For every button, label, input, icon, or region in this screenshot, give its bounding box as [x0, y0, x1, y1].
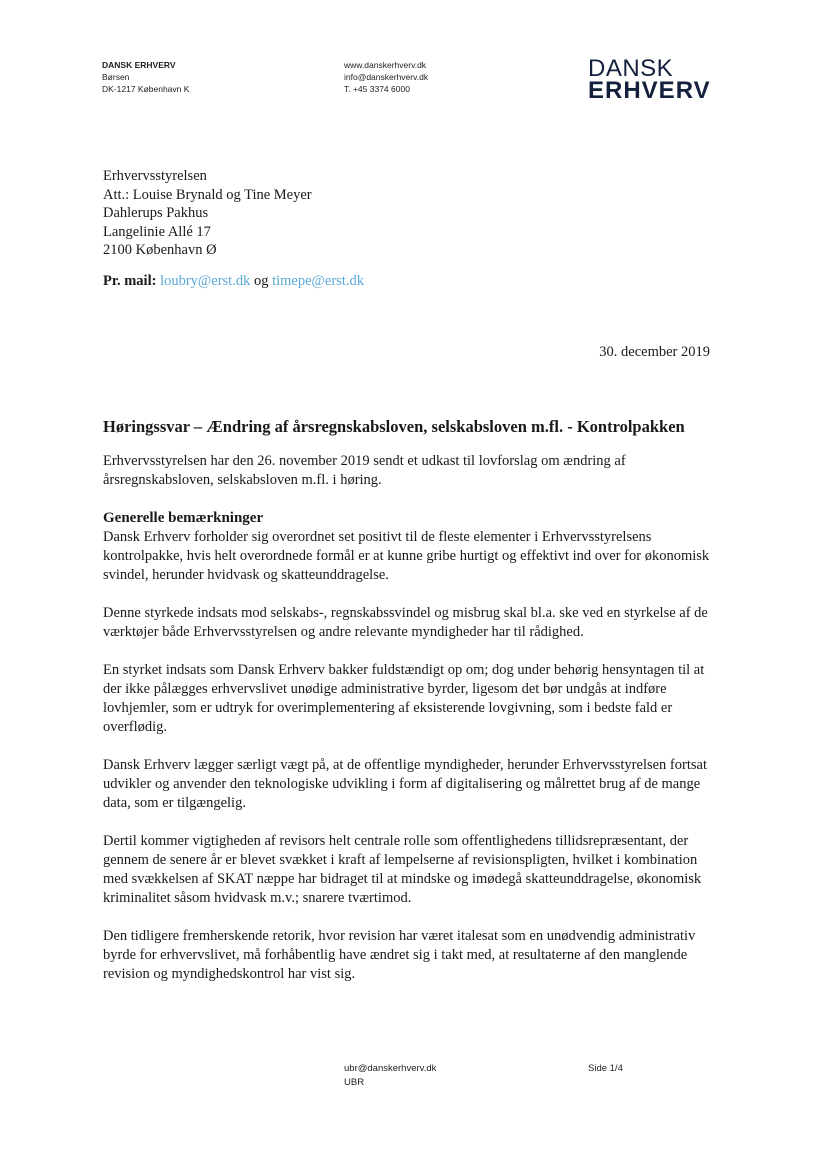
footer-contact: [344, 1062, 436, 1090]
sender-postal-line: DK-1217 København K: [102, 84, 190, 94]
intro-paragraph: Erhvervsstyrelsen har den 26. november 2019 sendt et udkast til lovforslag om ændring af årsregnskabsloven, selskabsloven m.fl. i høring.: [103, 453, 626, 488]
recipient-line: Langelinie Allé 17: [103, 223, 211, 240]
mail-link-timepe[interactable]: timepe@erst.dk: [272, 273, 364, 289]
sender-contact: [344, 59, 428, 95]
recipient-line: Dahlerups Pakhus: [103, 205, 209, 221]
body-paragraph: En styrket indsats som Dansk Erhverv bakker fuldstændigt op om; dog under behørig hensyntagen til at der ikke pålægges erhvervslivet unødige administrative byrder, ligesom det bør undgås at indføre lovhjemler, som er udtryk for overimplementering af eksisterende lovgivning, som i bedste fald er overflødig.: [103, 662, 705, 735]
logo-line-1: DANSK: [588, 55, 674, 82]
recipient-line: Erhvervsstyrelsen: [103, 168, 207, 184]
section-heading: Generelle bemærkninger: [103, 510, 264, 526]
logo-line-2: ERHVERV: [588, 77, 711, 104]
sender-email: info@danskerhverv.dk: [344, 72, 429, 82]
mail-label: Pr. mail:: [103, 273, 157, 289]
dansk-erhverv-logo: [588, 55, 711, 104]
letter-title: Høringssvar – Ændring af årsregnskabsloven, selskabsloven m.fl. - Kontrolpakken: [103, 417, 685, 436]
mail-joiner: og: [253, 273, 269, 289]
sender-name: DANSK ERHVERV: [102, 60, 176, 70]
body-paragraph: Dansk Erhverv forholder sig overordnet set positivt til de fleste elementer i Erhvervsstyrelsens kontrolpakke, hvis helt overordnede formål er at kunne gribe hurtigt og effektivt ind over for økonomisk svindel, herunder hvidvask og skatteunddragelse.: [103, 529, 710, 583]
footer-initials: UBR: [344, 1077, 365, 1088]
mail-line: [103, 272, 364, 290]
recipient-address: [103, 167, 312, 260]
mail-link-loubry[interactable]: loubry@erst.dk: [160, 273, 251, 289]
recipient-line: Att.: Louise Brynald og Tine Meyer: [103, 186, 312, 203]
letter-date: 30. december 2019: [599, 344, 710, 360]
page-number: Side 1/4: [588, 1063, 623, 1074]
body-paragraph: Den tidligere fremherskende retorik, hvor revision har været italesat som en unødvendig administrativ byrde for erhvervslivet, må forhåbentlig have ændret sig i takt med, at resultaterne af den manglende revision og myndighedskontrol har vist sig.: [103, 928, 696, 982]
footer-email: ubr@danskerhverv.dk: [344, 1063, 437, 1074]
sender-website: www.danskerhverv.dk: [344, 60, 427, 70]
recipient-line: 2100 København Ø: [103, 242, 217, 258]
body-paragraph: Denne styrkede indsats mod selskabs-, regnskabssvindel og misbrug skal bl.a. ske ved en styrkelse af de værktøjer både Erhvervsstyrelsen og andre relevante myndigheder har til rådighed.: [103, 605, 708, 640]
sender-address: [102, 59, 189, 95]
sender-phone: T. +45 3374 6000: [344, 84, 410, 94]
sender-address-line: Børsen: [102, 72, 130, 82]
body-paragraph: Dertil kommer vigtigheden af revisors helt centrale rolle som offentlighedens tillidsrepræsentant, der gennem de senere år er blevet svækket i kraft af lempelserne af revisionspligten, hvilket i kombination med svækkelsen af SKAT næppe har bidraget til at mindske og imødegå skatteunddragelse, økonomisk kriminalitet såsom hvidvask m.v.; snarere tværtimod.: [103, 833, 702, 906]
body-paragraph: Dansk Erhverv lægger særligt vægt på, at de offentlige myndigheder, herunder Erhvervsstyrelsen fortsat udvikler og anvender den teknologiske udvikling i form af digitalisering og målrettet brug af de mange data, som er tilgængelig.: [103, 757, 707, 811]
letter-body: [103, 416, 713, 1003]
